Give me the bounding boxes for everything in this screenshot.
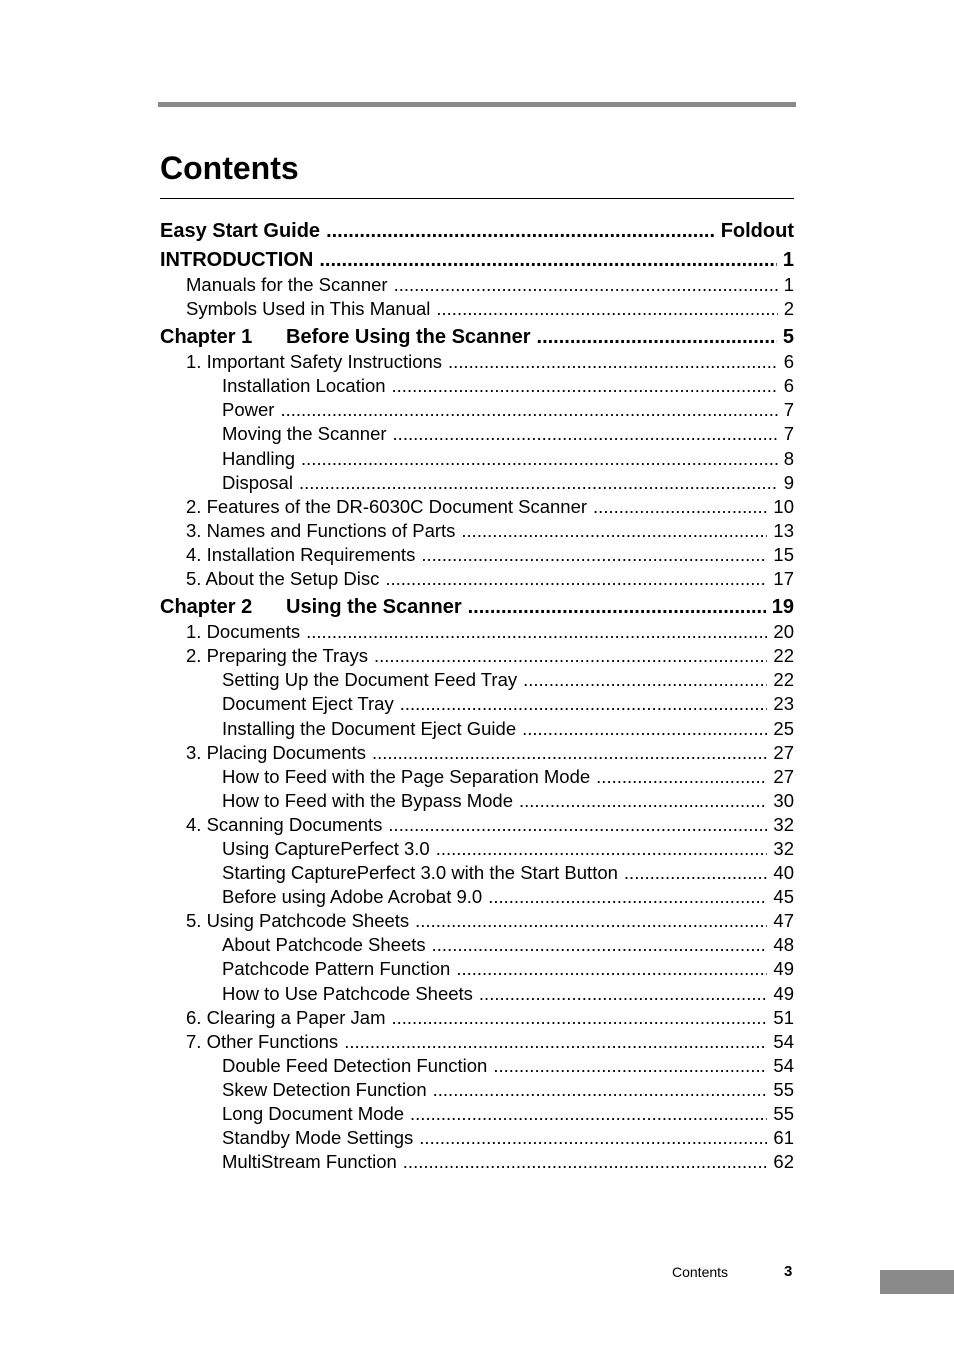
- toc-entry-label: [186, 567, 385, 591]
- toc-entry-label: [222, 1078, 433, 1102]
- toc-entry[interactable]: [160, 350, 794, 374]
- toc-entry-label: [222, 668, 523, 692]
- toc-leader-dots: [519, 789, 767, 813]
- toc-entry-label: [186, 1030, 344, 1054]
- toc-entry-title: Double Feed Detection Function: [222, 1054, 488, 1076]
- toc-page-number: 55: [773, 1078, 794, 1100]
- toc-page-number: 7: [783, 399, 794, 421]
- toc-entry-title: 5. About the Setup Disc: [186, 568, 380, 590]
- toc-page-number: 20: [773, 621, 794, 643]
- toc-page-number: 1: [782, 249, 794, 271]
- toc-page-number: 23: [773, 693, 794, 715]
- toc-leader-dots: [523, 668, 767, 692]
- toc-entry-title: Manuals for the Scanner: [186, 274, 388, 295]
- toc-entry[interactable]: [160, 1102, 794, 1126]
- toc-entry-title: Before Using the Scanner: [286, 326, 531, 349]
- toc-leader-dots: [400, 692, 768, 716]
- toc-entry-label: [222, 789, 519, 813]
- toc-entry-title: Skew Detection Function: [222, 1078, 427, 1100]
- toc-entry-title: INTRODUCTION: [160, 249, 314, 271]
- toc-leader-dots: [432, 933, 768, 957]
- toc-page-number: Foldout: [720, 220, 794, 242]
- toc-page-number: 40: [773, 862, 794, 884]
- toc-entry-label: [186, 1006, 392, 1030]
- toc-leader-dots: [436, 837, 768, 861]
- page-title: Contents: [160, 150, 299, 186]
- toc-leader-dots: [392, 1006, 768, 1030]
- toc-entry[interactable]: [160, 1006, 794, 1030]
- toc-chapter-number: Chapter 1: [160, 326, 253, 349]
- toc-entry-label: [222, 1126, 419, 1150]
- footer-tab-marker: [880, 1270, 954, 1294]
- toc-entry[interactable]: [160, 1150, 794, 1174]
- toc-page-number: 55: [773, 1103, 794, 1124]
- toc-entry[interactable]: [160, 567, 794, 591]
- toc-entry-label: [222, 957, 456, 981]
- toc-leader-dots: [374, 644, 767, 668]
- toc-entry-title: Easy Start Guide: [160, 220, 321, 242]
- toc-leader-dots: [319, 247, 777, 273]
- toc-leader-dots: [388, 813, 767, 837]
- toc-page-number: 54: [773, 1054, 794, 1076]
- toc-entry-label: [160, 594, 468, 620]
- toc-entry[interactable]: [160, 1030, 794, 1054]
- toc-entry-label: [160, 218, 326, 244]
- toc-leader-dots: [419, 1126, 767, 1150]
- toc-entry-title: Using CapturePerfect 3.0: [222, 837, 430, 859]
- toc-entry-title: 1. Documents: [186, 621, 301, 643]
- toc-leader-dots: [522, 717, 767, 741]
- toc-leader-dots: [393, 422, 778, 446]
- toc-page-number: 5: [782, 326, 794, 349]
- toc-entry[interactable]: [160, 957, 794, 981]
- toc-page-number: 1: [783, 274, 794, 295]
- toc-leader-dots: [372, 741, 767, 765]
- toc-entry[interactable]: [160, 933, 794, 957]
- toc-entry-title: Disposal: [222, 471, 293, 493]
- table-of-contents: [160, 218, 794, 1174]
- toc-leader-dots: [461, 519, 767, 543]
- toc-page-number: 62: [773, 1151, 794, 1173]
- toc-entry-label: [222, 933, 432, 957]
- toc-entry-title: 5. Using Patchcode Sheets: [186, 910, 410, 932]
- toc-entry-label: [222, 374, 392, 398]
- toc-chapter-number: Chapter 2: [160, 596, 253, 619]
- toc-entry-title: 7. Other Functions: [186, 1030, 339, 1052]
- toc-page-number: 9: [783, 471, 794, 493]
- toc-entry-label: [160, 324, 537, 350]
- toc-entry-title: Symbols Used in This Manual: [186, 298, 431, 320]
- toc-page-number: 17: [773, 568, 794, 590]
- toc-entry[interactable]: [160, 495, 794, 519]
- toc-entry-title: Moving the Scanner: [222, 423, 387, 445]
- toc-entry[interactable]: [160, 692, 794, 716]
- toc-entry-label: [222, 717, 522, 741]
- toc-entry[interactable]: [160, 422, 794, 446]
- toc-entry-label: [222, 885, 488, 909]
- toc-page-number: 32: [773, 813, 794, 835]
- toc-leader-dots: [394, 273, 778, 297]
- toc-page-number: 19: [771, 596, 794, 619]
- title-divider: [160, 198, 794, 199]
- toc-entry-label: [222, 1054, 493, 1078]
- toc-entry-title: 6. Clearing a Paper Jam: [186, 1006, 386, 1028]
- toc-entry-label: [222, 471, 299, 495]
- toc-page-number: 25: [773, 717, 794, 739]
- toc-entry-title: 2. Features of the DR-6030C Document Scanner: [186, 495, 588, 517]
- toc-entry[interactable]: [160, 741, 794, 765]
- toc-entry[interactable]: [160, 247, 794, 273]
- toc-leader-dots: [301, 447, 778, 471]
- toc-entry-title: Standby Mode Settings: [222, 1127, 414, 1149]
- toc-entry[interactable]: [160, 1054, 794, 1078]
- toc-leader-dots: [299, 471, 778, 495]
- toc-entry-title: Before using Adobe Acrobat 9.0: [222, 886, 483, 908]
- toc-entry-label: [160, 247, 319, 273]
- toc-leader-dots: [456, 957, 767, 981]
- toc-entry-title: MultiStream Function: [222, 1151, 397, 1173]
- toc-entry[interactable]: [160, 297, 794, 321]
- toc-entry[interactable]: [160, 837, 794, 861]
- toc-entry-label: [222, 1150, 403, 1174]
- toc-page-number: 47: [773, 910, 794, 932]
- toc-page-number: 15: [773, 543, 794, 565]
- toc-leader-dots: [593, 495, 767, 519]
- toc-entry-title: Power: [222, 399, 275, 421]
- toc-leader-dots: [326, 218, 715, 244]
- toc-entry-title: 4. Scanning Documents: [186, 813, 383, 835]
- toc-entry[interactable]: [160, 861, 794, 885]
- toc-entry-label: [222, 1102, 410, 1126]
- toc-entry[interactable]: [160, 1126, 794, 1150]
- toc-page-number: 32: [773, 837, 794, 859]
- toc-leader-dots: [596, 765, 767, 789]
- toc-entry[interactable]: [160, 789, 794, 813]
- toc-entry-title: Installing the Document Eject Guide: [222, 717, 517, 739]
- toc-entry-title: 3. Names and Functions of Parts: [186, 519, 456, 541]
- toc-entry[interactable]: [160, 909, 794, 933]
- toc-entry-label: [186, 813, 388, 837]
- toc-page-number: 13: [773, 519, 794, 541]
- toc-page-number: 22: [773, 645, 794, 667]
- toc-entry-label: [186, 620, 306, 644]
- toc-leader-dots: [433, 1078, 768, 1102]
- toc-entry-title: Starting CapturePerfect 3.0 with the Start Button: [222, 862, 618, 884]
- toc-leader-dots: [468, 594, 766, 620]
- toc-entry[interactable]: [160, 447, 794, 471]
- toc-entry[interactable]: [160, 543, 794, 567]
- toc-page-number: 6: [783, 351, 794, 373]
- toc-page-number: 48: [773, 934, 794, 956]
- toc-page-number: 30: [773, 789, 794, 811]
- toc-entry-label: [186, 543, 421, 567]
- toc-entry-title: Long Document Mode: [222, 1103, 405, 1124]
- toc-entry-title: How to Use Patchcode Sheets: [222, 982, 473, 1004]
- toc-entry-title: How to Feed with the Page Separation Mode: [222, 765, 591, 787]
- toc-entry[interactable]: [160, 620, 794, 644]
- toc-entry[interactable]: [160, 982, 794, 1006]
- toc-entry-label: [222, 837, 436, 861]
- footer-section-label: Contents: [672, 1264, 729, 1280]
- toc-page-number: 7: [783, 423, 794, 445]
- toc-entry-title: How to Feed with the Bypass Mode: [222, 789, 514, 811]
- toc-page-number: 6: [783, 375, 794, 397]
- toc-page-number: 22: [773, 669, 794, 691]
- toc-entry[interactable]: [160, 644, 794, 668]
- toc-entry-title: Handling: [222, 447, 296, 469]
- toc-entry-title: 1. Important Safety Instructions: [186, 351, 443, 373]
- toc-entry[interactable]: [160, 765, 794, 789]
- toc-entry[interactable]: [160, 324, 794, 350]
- toc-page-number: 8: [783, 447, 794, 469]
- toc-entry-label: [222, 422, 393, 446]
- toc-page-number: 49: [773, 982, 794, 1004]
- toc-entry-label: [222, 398, 280, 422]
- toc-leader-dots: [410, 1102, 767, 1126]
- toc-leader-dots: [624, 861, 768, 885]
- toc-entry[interactable]: [160, 668, 794, 692]
- toc-entry[interactable]: [160, 471, 794, 495]
- toc-leader-dots: [537, 324, 777, 350]
- toc-leader-dots: [493, 1054, 767, 1078]
- toc-page-number: 45: [773, 886, 794, 908]
- toc-leader-dots: [448, 350, 778, 374]
- toc-page-number: 54: [773, 1030, 794, 1052]
- toc-leader-dots: [306, 620, 767, 644]
- toc-entry-title: Document Eject Tray: [222, 693, 394, 715]
- toc-entry[interactable]: [160, 398, 794, 422]
- toc-entry-title: Setting Up the Document Feed Tray: [222, 669, 518, 691]
- toc-entry[interactable]: [160, 218, 794, 244]
- toc-entry[interactable]: [160, 885, 794, 909]
- toc-entry-label: [222, 447, 301, 471]
- toc-leader-dots: [415, 909, 767, 933]
- toc-page-number: 27: [773, 741, 794, 763]
- toc-leader-dots: [488, 885, 767, 909]
- toc-entry-label: [186, 297, 436, 321]
- toc-entry[interactable]: [160, 813, 794, 837]
- toc-entry-title: About Patchcode Sheets: [222, 934, 426, 956]
- toc-entry-label: [186, 909, 415, 933]
- toc-entry-title: 3. Placing Documents: [186, 741, 366, 763]
- toc-entry-label: [186, 350, 448, 374]
- toc-leader-dots: [436, 297, 777, 321]
- toc-entry-label: [222, 861, 624, 885]
- toc-entry[interactable]: [160, 1078, 794, 1102]
- toc-entry-title: Patchcode Pattern Function: [222, 958, 451, 980]
- toc-entry-title: 2. Preparing the Trays: [186, 645, 369, 667]
- toc-page-number: 61: [773, 1127, 794, 1149]
- toc-entry-label: [222, 982, 479, 1006]
- toc-leader-dots: [421, 543, 767, 567]
- toc-entry-label: [186, 273, 394, 297]
- toc-entry-label: [186, 519, 461, 543]
- toc-entry-title: Using the Scanner: [286, 596, 462, 619]
- toc-entry[interactable]: [160, 717, 794, 741]
- toc-page-number: 27: [773, 765, 794, 787]
- toc-page-number: 2: [783, 298, 794, 320]
- toc-entry[interactable]: [160, 519, 794, 543]
- toc-entry-title: 4. Installation Requirements: [186, 543, 416, 565]
- toc-entry-label: [186, 495, 593, 519]
- toc-leader-dots: [403, 1150, 768, 1174]
- toc-entry-label: [186, 644, 374, 668]
- toc-leader-dots: [479, 982, 768, 1006]
- footer-page-number: 3: [784, 1263, 793, 1280]
- toc-entry[interactable]: [160, 594, 794, 620]
- toc-page-number: 49: [773, 958, 794, 980]
- toc-leader-dots: [280, 398, 777, 422]
- toc-leader-dots: [344, 1030, 767, 1054]
- toc-entry-label: [222, 692, 400, 716]
- toc-page-number: 10: [773, 495, 794, 517]
- toc-entry[interactable]: [160, 374, 794, 398]
- toc-leader-dots: [385, 567, 767, 591]
- toc-page-number: 51: [773, 1006, 794, 1028]
- toc-entry-label: [222, 765, 596, 789]
- toc-entry[interactable]: [160, 273, 794, 297]
- toc-entry-label: [186, 741, 372, 765]
- header-rule: [158, 102, 796, 107]
- toc-leader-dots: [392, 374, 778, 398]
- toc-entry-title: Installation Location: [222, 375, 386, 397]
